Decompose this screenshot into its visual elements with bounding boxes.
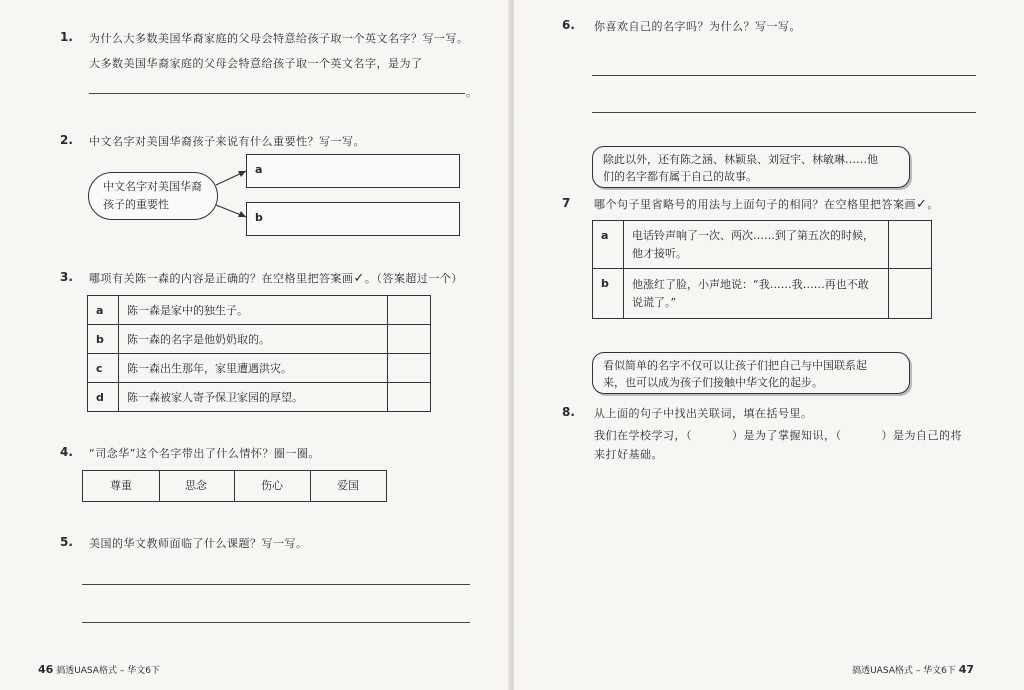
q7-row-b-line2: 说谎了。” bbox=[632, 295, 677, 309]
q7-row-a-line1: 电话铃声响了一次、两次……到了第五次的时候， bbox=[632, 228, 874, 242]
q1-answer-line[interactable] bbox=[89, 93, 465, 94]
right-page bbox=[514, 0, 1024, 690]
q8-number: 8. bbox=[562, 405, 575, 419]
callout1-line2: 们的名字都有属于自己的故事。 bbox=[603, 170, 757, 183]
left-footer bbox=[38, 663, 160, 676]
page-number: 46 bbox=[38, 663, 54, 676]
q7-check-cell-a[interactable] bbox=[889, 221, 932, 269]
table-row bbox=[88, 354, 431, 383]
q2-box-b-label: b bbox=[255, 211, 263, 224]
book-title: 搞透UASA格式 – 华文6下 bbox=[56, 666, 160, 676]
q6-question: 你喜欢自己的名字吗？为什么？写一写。 bbox=[594, 20, 801, 33]
q4-number: 4. bbox=[60, 445, 73, 459]
q8-sentence-line2: 来打好基础。 bbox=[594, 448, 663, 461]
q1-prompt: 大多数美国华裔家庭的父母会特意给孩子取一个英文名字，是为了 bbox=[89, 57, 423, 70]
callout2-line2: 来，也可以成为孩子们接触中华文化的起步。 bbox=[603, 376, 823, 389]
q5-question: 美国的华文教师面临了什么课题？写一写。 bbox=[89, 537, 308, 550]
q2-answer-box-b[interactable] bbox=[246, 202, 460, 236]
q2-question: 中文名字对美国华裔孩子来说有什么重要性？写一写。 bbox=[89, 135, 365, 148]
q3-check-cell-b[interactable] bbox=[388, 325, 431, 354]
q7-check-cell-b[interactable] bbox=[889, 269, 932, 319]
q7-row-letter: b bbox=[593, 269, 624, 319]
left-page bbox=[0, 0, 510, 690]
q4-option-patriotic[interactable]: 爱国 bbox=[310, 470, 387, 502]
q3-row-text: 陈一森出生那年，家里遭遇洪灾。 bbox=[119, 354, 388, 383]
q3-row-letter: c bbox=[88, 354, 119, 383]
q1-number: 1. bbox=[60, 30, 73, 44]
q2-answer-box-a[interactable] bbox=[246, 154, 460, 188]
q2-bubble-line1: 中文名字对美国华裔 bbox=[103, 180, 202, 193]
q7-question-text: 哪个句子里省略号的用法与上面句子的相同？在空格里把答案画 bbox=[594, 198, 916, 211]
callout1-line1: 除此以外，还有陈之涵、林颖泉、刘冠宇、林敏琳……他 bbox=[603, 153, 878, 166]
q7-options-table bbox=[592, 220, 932, 319]
page-number: 47 bbox=[958, 663, 974, 676]
q3-question-tail: 。（答案超过一个） bbox=[364, 272, 463, 285]
passage-callout-1 bbox=[592, 146, 910, 188]
q6-answer-line-2[interactable] bbox=[592, 112, 976, 113]
right-footer bbox=[852, 663, 974, 676]
q8-question: 从上面的句子中找出关联词，填在括号里。 bbox=[594, 407, 813, 420]
q3-options-table bbox=[87, 295, 431, 412]
q4-option-respect[interactable]: 尊重 bbox=[82, 470, 160, 502]
q2-topic-bubble bbox=[88, 172, 218, 220]
q2-box-a-label: a bbox=[255, 163, 263, 176]
q4-option-sad[interactable]: 伤心 bbox=[234, 470, 311, 502]
check-icon: ✓ bbox=[353, 271, 365, 286]
q7-question bbox=[594, 196, 939, 212]
q7-row-letter: a bbox=[593, 221, 624, 269]
q3-question bbox=[89, 270, 463, 286]
q3-question-text: 哪项有关陈一森的内容是正确的？在空格里把答案画 bbox=[89, 272, 354, 285]
q5-answer-line-1[interactable] bbox=[82, 584, 470, 585]
q7-row-a-line2: 他才接听。 bbox=[632, 246, 687, 260]
q2-arrows bbox=[210, 165, 250, 225]
table-row bbox=[593, 221, 932, 269]
q7-row-text bbox=[624, 221, 889, 269]
table-row bbox=[88, 383, 431, 412]
q3-row-letter: a bbox=[88, 296, 119, 325]
q3-check-cell-c[interactable] bbox=[388, 354, 431, 383]
q4-question: “司念华”这个名字带出了什么情怀？圈一圈。 bbox=[89, 447, 320, 460]
q7-row-text bbox=[624, 269, 889, 319]
q3-row-letter: b bbox=[88, 325, 119, 354]
q3-row-text: 陈一森被家人寄予保卫家园的厚望。 bbox=[119, 383, 388, 412]
q8-line1-part-b: ）是为了掌握知识，（ bbox=[732, 429, 842, 442]
table-row bbox=[88, 325, 431, 354]
q8-sentence-line1 bbox=[594, 427, 962, 443]
q3-row-letter: d bbox=[88, 383, 119, 412]
q5-answer-line-2[interactable] bbox=[82, 622, 470, 623]
callout2-line1: 看似简单的名字不仅可以让孩子们把自己与中国联系起 bbox=[603, 359, 867, 372]
q8-line1-part-c: ）是为自己的将 bbox=[881, 429, 962, 442]
table-row bbox=[593, 269, 932, 319]
q2-number: 2. bbox=[60, 133, 73, 147]
q2-bubble-line2: 孩子的重要性 bbox=[103, 198, 169, 211]
q7-question-tail: 。 bbox=[927, 198, 939, 211]
q3-number: 3. bbox=[60, 270, 73, 284]
table-row bbox=[88, 296, 431, 325]
q6-number: 6. bbox=[562, 18, 575, 32]
book-title: 搞透UASA格式 – 华文6下 bbox=[852, 666, 956, 676]
q6-answer-line-1[interactable] bbox=[592, 75, 976, 76]
q1-question: 为什么大多数美国华裔家庭的父母会特意给孩子取一个英文名字？写一写。 bbox=[89, 32, 469, 45]
q3-check-cell-a[interactable] bbox=[388, 296, 431, 325]
q4-option-longing[interactable]: 思念 bbox=[158, 470, 235, 502]
check-icon: ✓ bbox=[916, 197, 928, 212]
q8-line1-part-a: 我们在学校学习，（ bbox=[594, 429, 692, 442]
q7-row-b-line1: 他涨红了脸，小声地说：“我……我……再也不敢 bbox=[632, 277, 869, 291]
q3-check-cell-d[interactable] bbox=[388, 383, 431, 412]
q1-end-mark: 。 bbox=[466, 86, 478, 99]
q7-number: 7 bbox=[562, 196, 571, 210]
q3-row-text: 陈一森是家中的独生子。 bbox=[119, 296, 388, 325]
passage-callout-2 bbox=[592, 352, 910, 394]
q5-number: 5. bbox=[60, 535, 73, 549]
q3-row-text: 陈一森的名字是他奶奶取的。 bbox=[119, 325, 388, 354]
